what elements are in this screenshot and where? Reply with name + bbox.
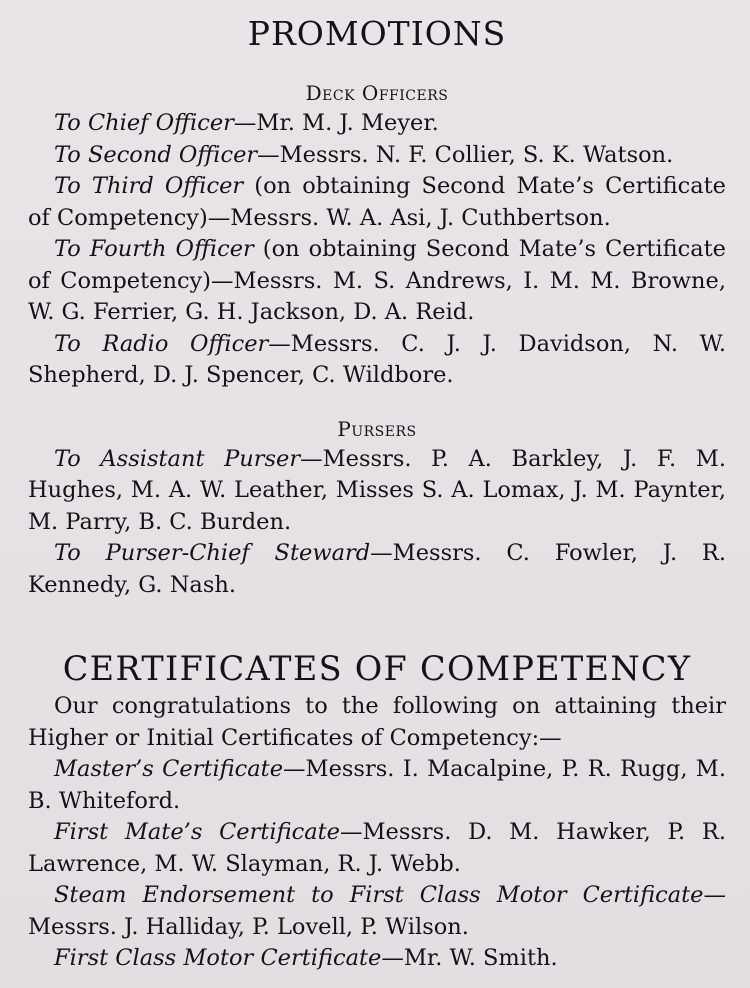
entry-role: First Mate’s Certificate [54,819,340,845]
entry-role: To Assistant Purser [54,445,301,472]
deck-entry-third-officer [28,171,726,234]
entry-role: Steam Endorsement to First Class Motor Certificate [54,882,704,908]
certificates-heading: CERTIFICATES OF COMPETENCY [62,649,692,688]
entry-names: —Messrs. C. Fowler, J. R. Kennedy, G. Nash. [28,540,726,598]
cert-entry-first-mate [28,817,726,880]
entry-names: (on obtaining Second Mate’s Certificate of Competency)—Messrs. M. S. Andrews, I. M. M. Browne, W. G. Ferrier, G. H. Jackson, D. A. Reid. [28,236,726,325]
deck-entry-fourth-officer [28,234,726,329]
cert-entry-master [28,754,726,817]
deck-officers-heading: Deck Officers [305,81,449,105]
pursers-heading: Pursers [337,416,417,441]
entry-role: To Chief Officer [54,110,234,136]
entry-names: —Mr. M. J. Meyer. [233,110,439,136]
entry-role: First Class Motor Certificate [54,945,382,971]
entry-names: —Messrs. I. Macalpine, P. R. Rugg, M. B. Whiteford. [28,756,726,814]
cert-entry-steam-endorsement [28,880,726,943]
entry-names: —Messrs. N. F. Collier, S. K. Watson. [257,141,674,168]
entry-role: To Second Officer [54,141,258,168]
entry-names: — Messrs. J. Halliday, P. Lovell, P. Wilson. [28,882,726,940]
purser-entry-assistant [28,444,726,539]
entry-names: (on obtaining Second Mate’s Certificate of Competency)—Messrs. W. A. Asi, J. Cuthbertson. [28,173,726,231]
deck-entry-radio-officer [28,329,726,392]
entry-names: —Messrs. D. M. Hawker, P. R. Lawrence, M. W. Slayman, R. J. Webb. [28,819,726,877]
purser-entry-chief-steward [28,538,726,601]
entry-names: —Messrs. P. A. Barkley, J. F. M. Hughes, M. A. W. Leather, Misses S. A. Lomax, J. M. Paynter, M. Parry, B. C. Burden. [28,445,726,535]
entry-role: To Fourth Officer [54,236,254,262]
deck-entry-second-officer [28,140,726,172]
deck-entry-chief-officer [28,108,726,140]
entry-role: To Purser-Chief Steward [54,540,371,566]
entry-role: To Third Officer [54,173,244,199]
cert-entry-first-class-motor [28,943,726,975]
entry-role: To Radio Officer [54,330,269,357]
entry-names: —Messrs. C. J. J. Davidson, N. W. Shepherd, D. J. Spencer, C. Wildbore. [28,330,726,388]
promotions-heading: PROMOTIONS [247,14,507,53]
certificates-intro: Our congratulations to the following on attaining their Higher or Initial Certificates of Competency:— [28,693,726,751]
entry-names: —Mr. W. Smith. [381,945,558,971]
entry-role: Master’s Certificate [54,756,284,782]
